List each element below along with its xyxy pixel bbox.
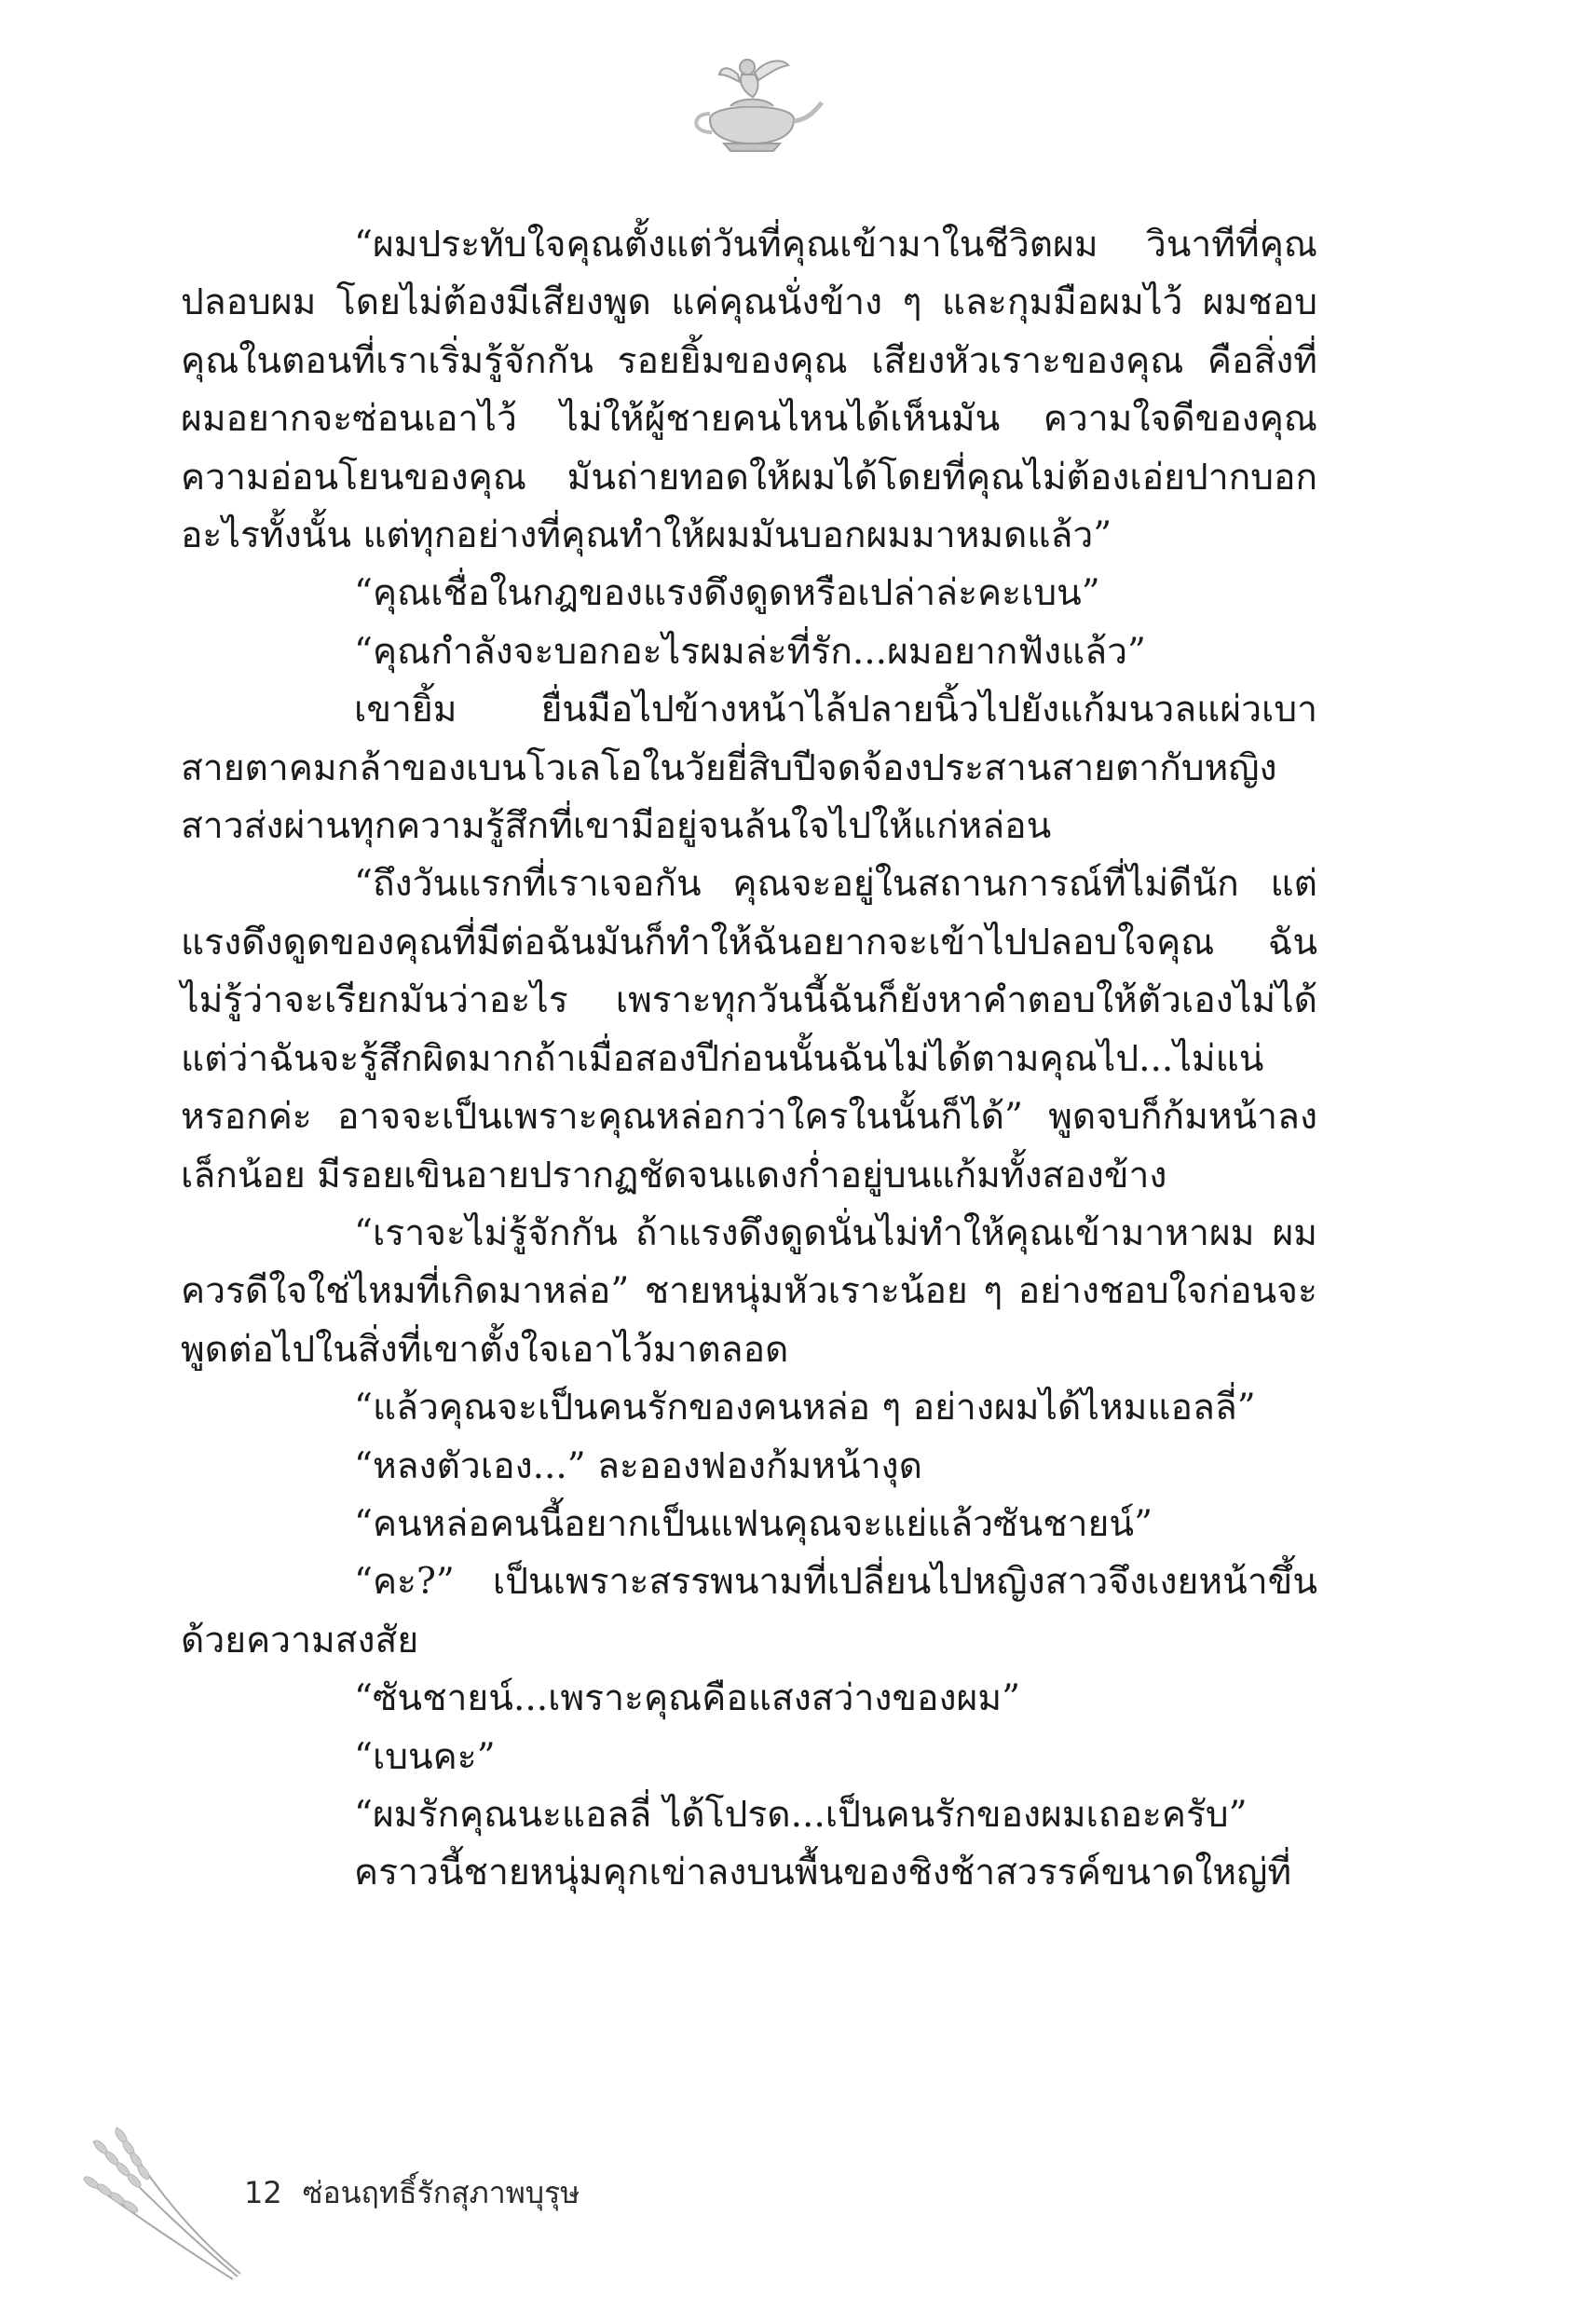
paragraph: คราวนี้ชายหนุ่มคุกเข่าลงบนพื้นของชิงช้าสวรรค์ขนาดใหญ่ที่ <box>354 1852 1292 1894</box>
paragraph: “ซันชายน์...เพราะคุณคือแสงสว่างของผม” <box>354 1677 1021 1720</box>
paragraph: “เราจะไม่รู้จักกัน ถ้าแรงดึงดูดนั่นไม่ทำให้คุณเข้ามาหาผม ผมควรดีใจใช่ไหมที่เกิดมาหล่อ” ชายหนุ่มหัวเราะน้อย ๆ อย่างชอบใจก่อนจะพูดต่อไปในสิ่งที่เขาตั้งใจเอาไว้มาตลอด <box>181 1211 1317 1371</box>
page-folio <box>244 2169 580 2217</box>
lavender-sprig-icon <box>75 2123 261 2290</box>
paragraph: “คุณกำลังจะบอกอะไรผมล่ะที่รัก...ผมอยากฟังแล้ว” <box>354 630 1146 673</box>
paragraph: “หลงตัวเอง...” ละอองฟองก้มหน้างุด <box>354 1444 922 1487</box>
paragraph: “ผมประทับใจคุณตั้งแต่วันที่คุณเข้ามาในชีวิตผม วินาทีที่คุณปลอบผม โดยไม่ต้องมีเสียงพูด แค่คุณนั่งข้าง ๆ และกุมมือผมไว้ ผมชอบคุณในตอนที่เราเริ่มรู้จักกัน รอยยิ้มของคุณ เสียงหัวเราะของคุณ คือสิ่งที่ผมอยากจะซ่อนเอาไว้ ไม่ให้ผู้ชายคนไหนได้เห็นมัน ความใจดีของคุณความอ่อนโยนของคุณ มันถ่ายทอดให้ผมได้โดยที่คุณไม่ต้องเอ่ยปากบอกอะไรทั้งนั้น แต่ทุกอย่างที่คุณทำให้ผมมันบอกผมมาหมดแล้ว” <box>181 224 1317 557</box>
paragraph: “ผมรักคุณนะแอลลี่ ได้โปรด...เป็นคนรักของผมเถอะครับ” <box>354 1793 1248 1836</box>
paragraph: “เบนคะ” <box>354 1735 496 1778</box>
page-footer <box>0 2106 1596 2311</box>
paragraph: “คะ?” เป็นเพราะสรรพนามที่เปลี่ยนไปหญิงสาวจึงเงยหน้าขึ้นด้วยความสงสัย <box>181 1561 1317 1661</box>
paragraph: “คนหล่อคนนี้อยากเป็นแฟนคุณจะแย่แล้วซันชายน์” <box>354 1502 1153 1545</box>
book-title: ซ่อนฤทธิ์รักสุภาพบุรุษ <box>302 2175 580 2210</box>
body-text <box>181 216 1317 1903</box>
paragraph: เขายิ้ม ยื่นมือไปข้างหน้าไล้ปลายนิ้วไปยังแก้มนวลแผ่วเบาสายตาคมกล้าของเบนโวเลโอในวัยยี่สิบปีจดจ้องประสานสายตากับหญิงสาวส่งผ่านทุกความรู้สึกที่เขามีอยู่จนล้นใจไปให้แก่หล่อน <box>181 689 1317 848</box>
teapot-cupid-icon <box>673 47 831 158</box>
page-number: 12 <box>244 2175 282 2210</box>
paragraph: “คุณเชื่อในกฎของแรงดึงดูดหรือเปล่าล่ะคะเบน” <box>354 572 1100 615</box>
paragraph: “แล้วคุณจะเป็นคนรักของคนหล่อ ๆ อย่างผมได้ไหมแอลลี่” <box>354 1387 1256 1429</box>
paragraph: “ถึงวันแรกที่เราเจอกัน คุณจะอยู่ในสถานการณ์ที่ไม่ดีนัก แต่แรงดึงดูดของคุณที่มีต่อฉันมันก็ทำให้ฉันอยากจะเข้าไปปลอบใจคุณ ฉันไม่รู้ว่าจะเรียกมันว่าอะไร เพราะทุกวันนี้ฉันก็ยังหาคำตอบให้ตัวเองไม่ได้แต่ว่าฉันจะรู้สึกผิดมากถ้าเมื่อสองปีก่อนนั้นฉันไม่ได้ตามคุณไป...ไม่แน่หรอกค่ะ อาจจะเป็นเพราะคุณหล่อกว่าใครในนั้นก็ได้” พูดจบก็ก้มหน้าลงเล็กน้อย มีรอยเขินอายปรากฏชัดจนแดงก่ำอยู่บนแก้มทั้งสองข้าง <box>181 863 1317 1197</box>
